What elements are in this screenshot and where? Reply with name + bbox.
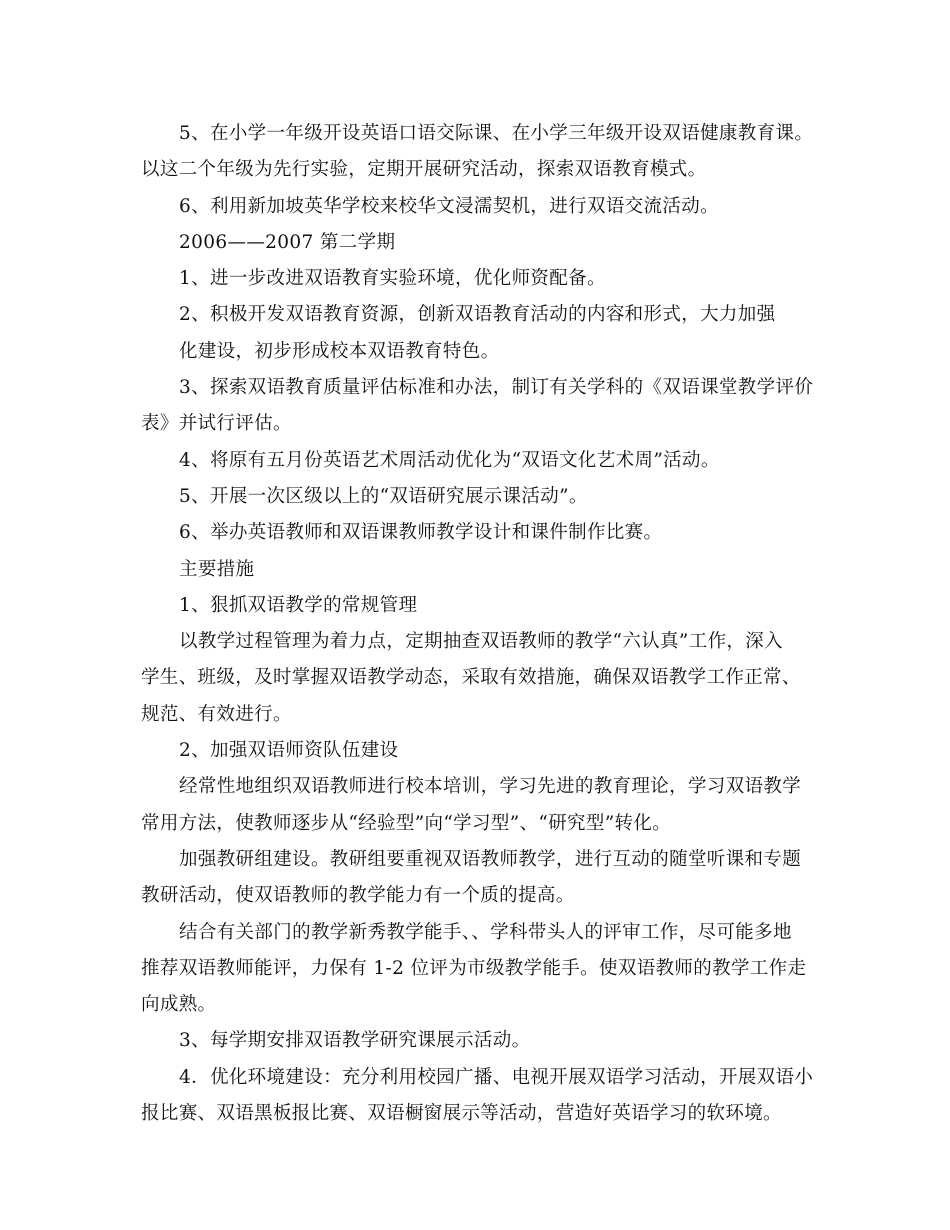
subsection-heading: 1、狠抓双语教学的常规管理 bbox=[179, 594, 418, 616]
text-line: 表》并试行评估。 bbox=[141, 413, 292, 435]
text-line: 6、利用新加坡英华学校来校华文浸濡契机，进行双语交流活动。 bbox=[179, 195, 719, 217]
section-heading: 2006——2007 第二学期 bbox=[179, 231, 396, 253]
text-line: 向成熟。 bbox=[141, 994, 217, 1016]
text-line: 常用方法，使教师逐步从“经验型”向“学习型”、“研究型”转化。 bbox=[141, 812, 672, 834]
text-line: 3、每学期安排双语教学研究课展示活动。 bbox=[179, 1030, 531, 1052]
text-line: 5、在小学一年级开设英语口语交际课、在小学三年级开设双语健康教育课。 bbox=[179, 123, 814, 144]
text-line: 以这二个年级为先行实验，定期开展研究活动，探索双语教育模式。 bbox=[141, 159, 707, 181]
section-heading: 主要措施 bbox=[179, 558, 255, 580]
text-line: 推荐双语教师能评，力保有 1-2 位评为市级教学能手。使双语教师的教学工作走 bbox=[141, 957, 807, 979]
subsection-heading: 2、加强双语师资队伍建设 bbox=[179, 740, 399, 762]
text-line: 规范、有效进行。 bbox=[141, 703, 292, 725]
text-line: 6、举办英语教师和双语课教师教学设计和课件制作比赛。 bbox=[179, 522, 663, 544]
text-line: 4．优化环境建设：充分利用校园广播、电视开展双语学习活动，开展双语小 bbox=[179, 1066, 814, 1088]
text-line: 4、将原有五月份英语艺术周活动优化为“双语文化艺术周”活动。 bbox=[179, 449, 720, 471]
text-line: 学生、班级，及时掌握双语教学动态，采取有效措施，确保双语教学工作正常、 bbox=[141, 667, 801, 689]
text-line: 加强教研组建设。教研组要重视双语教师教学，进行互动的随堂听课和专题 bbox=[179, 848, 802, 870]
text-line: 以教学过程管理为着力点，定期抽查双语教师的教学“六认真”工作，深入 bbox=[179, 631, 783, 653]
text-line: 结合有关部门的教学新秀教学能手、、学科带头人的评审工作，尽可能多地 bbox=[179, 921, 792, 943]
text-line: 1、进一步改进双语教育实验环境，优化师资配备。 bbox=[179, 268, 606, 290]
text-line: 教研活动，使双语教师的教学能力有一个质的提高。 bbox=[141, 885, 575, 907]
text-line: 2、积极开发双语教育资源，创新双语教育活动的内容和形式，大力加强 bbox=[179, 304, 776, 326]
text-line: 经常性地组织双语教师进行校本培训，学习先进的教育理论，学习双语教学 bbox=[179, 776, 802, 798]
document-body bbox=[141, 116, 814, 1132]
text-line: 报比赛、双语黑板报比赛、双语橱窗展示等活动，营造好英语学习的软环境。 bbox=[141, 1103, 782, 1125]
text-line: 化建设，初步形成校本双语教育特色。 bbox=[179, 340, 500, 362]
text-line: 3、探索双语教育质量评估标准和办法，制订有关学科的《双语课堂教学评价 bbox=[179, 377, 814, 399]
text-line: 5、开展一次区级以上的“双语研究展示课活动”。 bbox=[179, 485, 588, 507]
